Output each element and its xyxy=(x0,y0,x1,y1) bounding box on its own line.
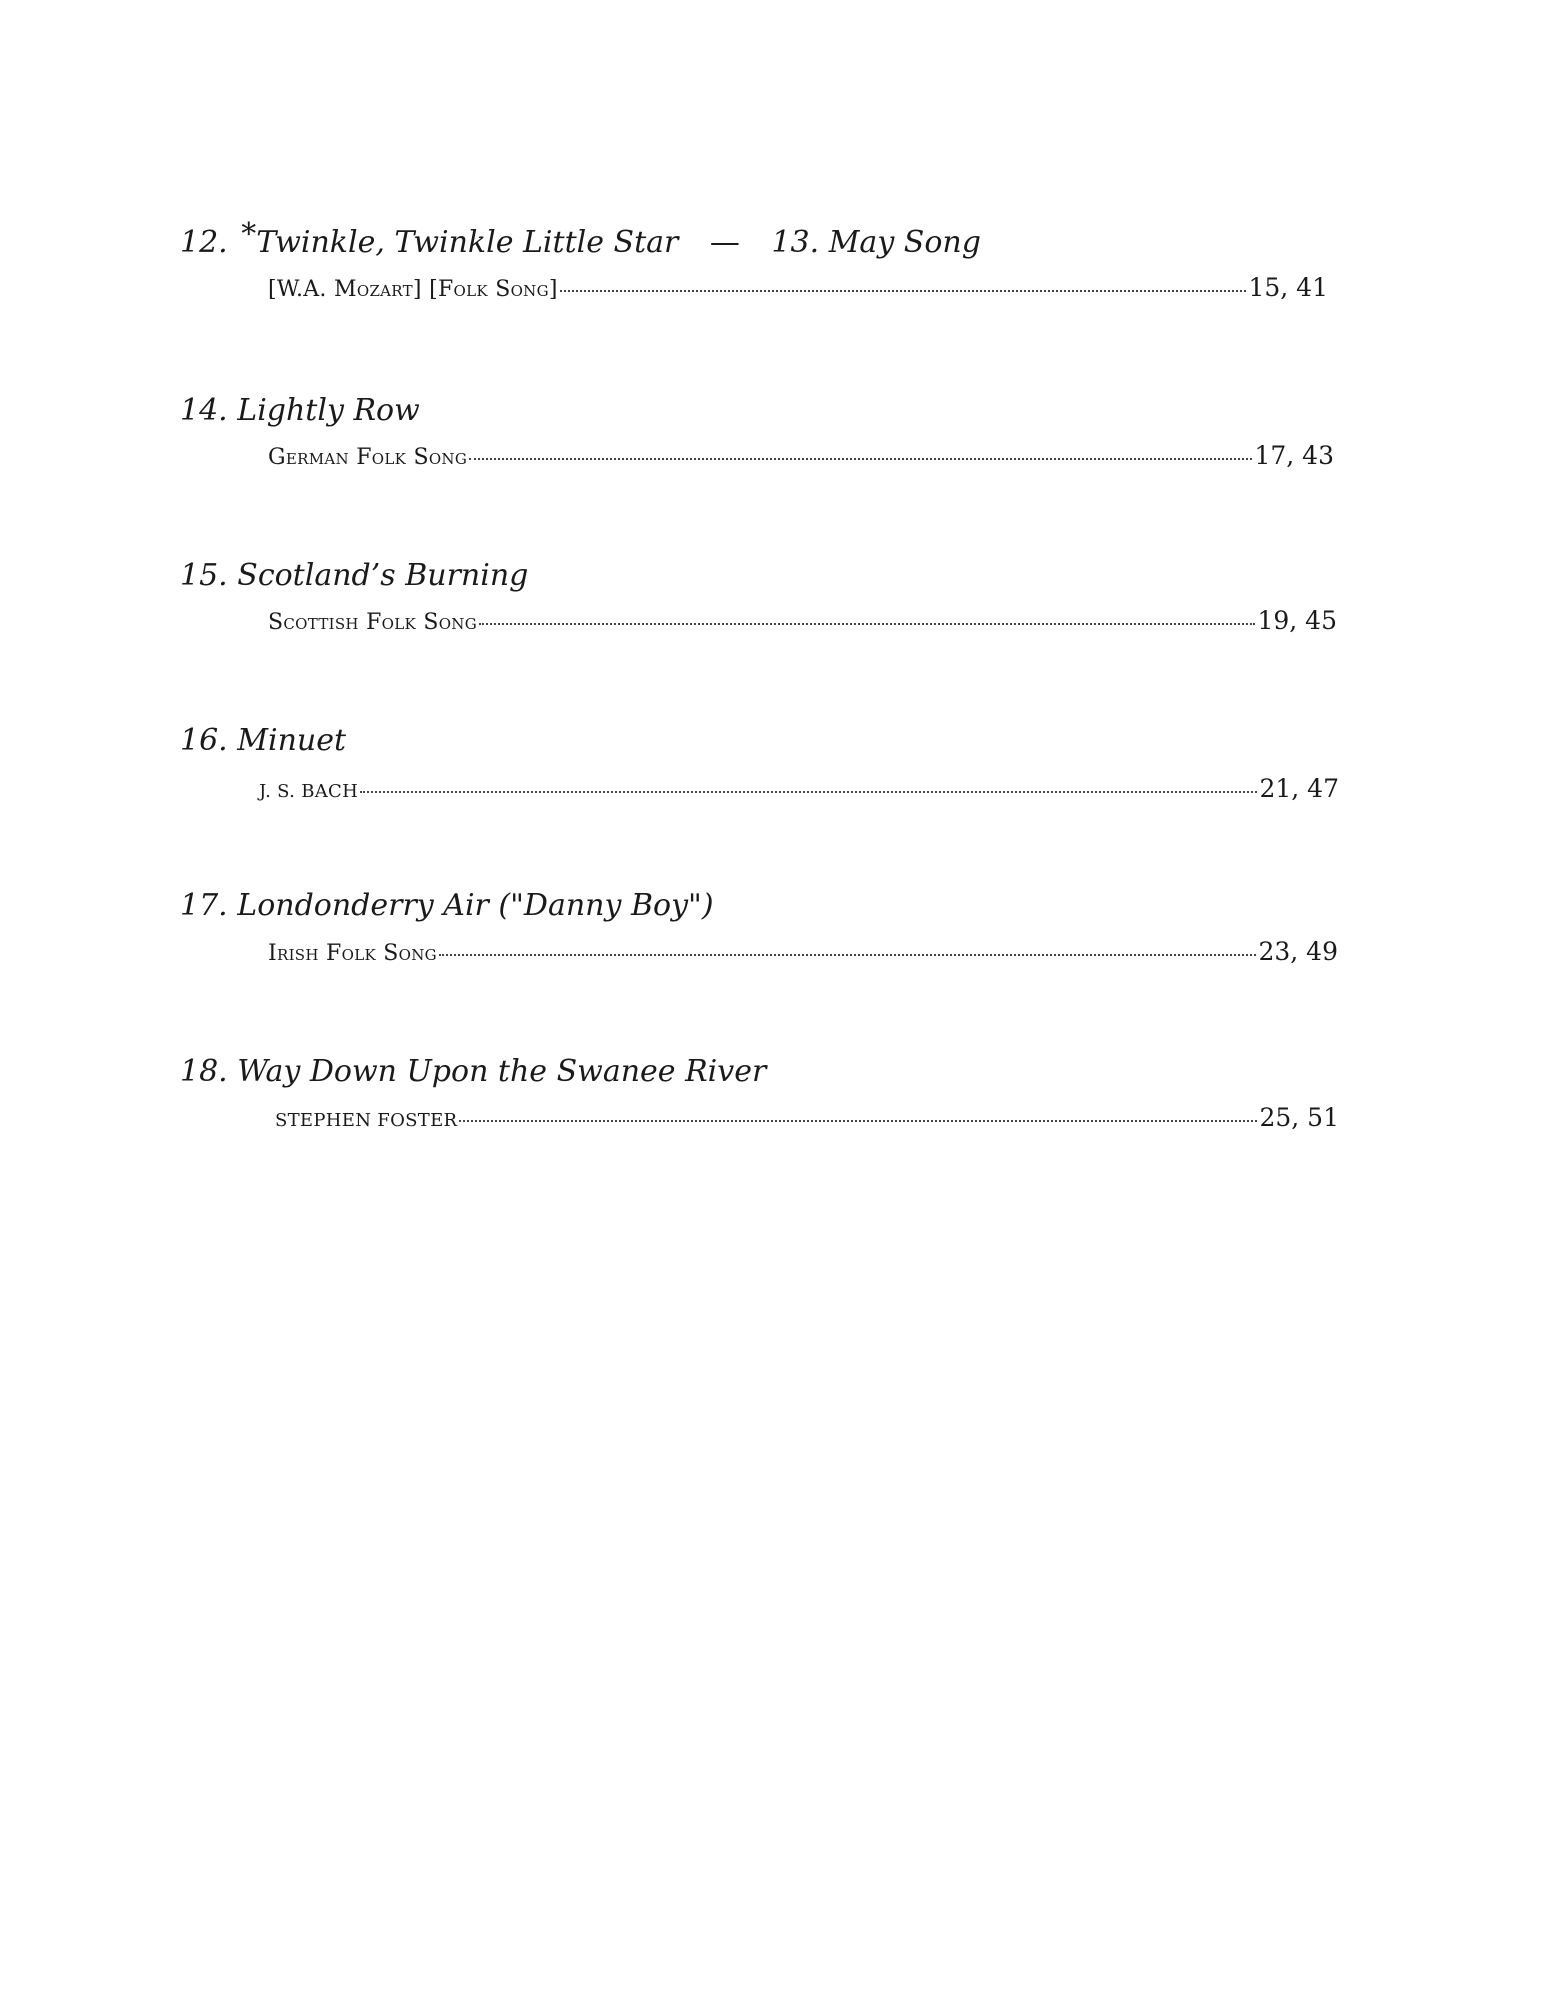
entry-title xyxy=(180,1053,1360,1091)
entry-credit: Scottish Folk Song xyxy=(268,610,478,635)
entry-title xyxy=(180,887,1360,925)
title-separator: — xyxy=(709,225,740,260)
entry-number: 17. xyxy=(180,888,228,923)
toc-entry-17 xyxy=(180,887,1360,925)
dot-leader xyxy=(479,601,1255,625)
entry-credit: STEPHEN FOSTER xyxy=(275,1110,458,1131)
entry-title-text: Scotland’s Burning xyxy=(237,558,529,593)
entry-pages: 17, 43 xyxy=(1254,441,1334,470)
entry-title-text-2: May Song xyxy=(828,225,981,260)
entry-title-text: Londonderry Air ("Danny Boy") xyxy=(237,888,714,923)
dot-leader xyxy=(560,268,1247,292)
dot-leader xyxy=(439,932,1257,956)
entry-number: 18. xyxy=(180,1054,228,1089)
toc-entry-14 xyxy=(180,392,1360,430)
entry-credit: [W.A. Mozart] [Folk Song] xyxy=(268,277,558,302)
entry-title xyxy=(180,722,1360,760)
entry-number-2: 13. xyxy=(771,225,820,260)
entry-credit: German Folk Song xyxy=(268,445,468,470)
entry-pages: 15, 41 xyxy=(1248,273,1328,302)
toc-entry-15 xyxy=(180,557,1360,595)
entry-pages: 25, 51 xyxy=(1259,1103,1339,1132)
credit-row-12 xyxy=(268,272,1328,304)
entry-pages: 19, 45 xyxy=(1257,606,1337,635)
entry-title-text: Twinkle, Twinkle Little Star xyxy=(256,225,679,260)
credit-row-14 xyxy=(268,440,1334,472)
toc-entry-12 xyxy=(180,217,1360,262)
dot-leader xyxy=(360,769,1257,793)
entry-credit: J. S. BACH xyxy=(259,781,359,802)
toc-entry-16 xyxy=(180,722,1360,760)
entry-title-text: Minuet xyxy=(237,723,347,758)
entry-title xyxy=(180,557,1360,595)
dot-leader xyxy=(469,436,1252,460)
entry-pages: 21, 47 xyxy=(1259,774,1339,803)
entry-title-text: Way Down Upon the Swanee River xyxy=(237,1054,767,1089)
entry-number: 12. xyxy=(180,225,228,260)
entry-number: 14. xyxy=(180,393,228,428)
entry-title-text: Lightly Row xyxy=(237,393,420,428)
entry-pages: 23, 49 xyxy=(1258,937,1338,966)
dot-leader xyxy=(459,1098,1257,1122)
credit-row-16 xyxy=(259,773,1339,806)
credit-row-17 xyxy=(268,936,1338,968)
toc-entry-18 xyxy=(180,1053,1360,1091)
entry-credit: Irish Folk Song xyxy=(268,941,437,966)
entry-number: 16. xyxy=(180,723,228,758)
credit-row-15 xyxy=(268,605,1337,637)
credit-row-18 xyxy=(275,1102,1339,1135)
entry-number: 15. xyxy=(180,558,228,593)
asterisk-mark: * xyxy=(241,217,257,252)
entry-title xyxy=(180,217,1360,262)
entry-title xyxy=(180,392,1360,430)
